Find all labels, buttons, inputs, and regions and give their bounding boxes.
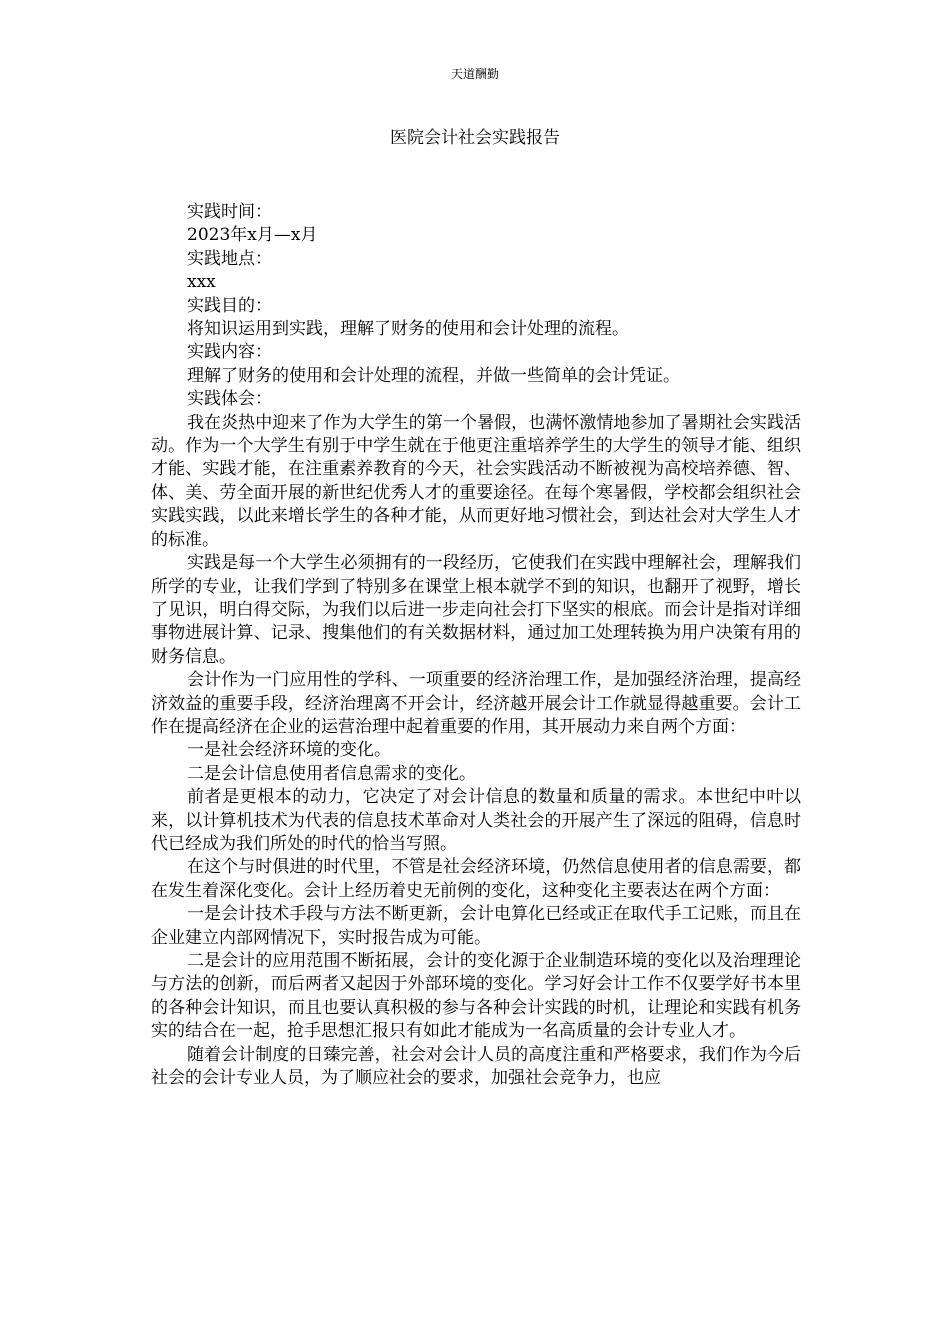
page-header: 天道酬勤 xyxy=(450,67,499,81)
body-paragraph: 实践是每一个大学生必须拥有的一段经历，它使我们在实践中理解社会，理解我们所学的专业，让我们学到了特别多在课堂上根本就学不到的知识，也翻开了视野，增长了见识，明白得交际，为我们以后进一步走向社会打下坚实的根底。而会计是指对详细事物进展计算、记录、搜集他们的有关数据材料，通过加工处理转换为用户决策有用的财务信息。 xyxy=(151,553,801,667)
document-body xyxy=(151,201,801,1090)
field-practice-time-value: 2023年x月—x月 xyxy=(187,225,318,246)
body-paragraph: 二是会计信息使用者信息需求的变化。 xyxy=(187,763,476,784)
body-paragraph: 一是社会经济环境的变化。 xyxy=(187,740,391,761)
body-paragraph: 前者是更根本的动力，它决定了对会计信息的数量和质量的需求。本世纪中叶以来，以计算机技术为代表的信息技术革命对人类社会的开展产生了深远的阻碍，信息时代已经成为我们所处的时代的恰当写照。 xyxy=(151,787,801,854)
body-paragraph: 二是会计的应用范围不断拓展，会计的变化源于企业制造环境的变化以及治理理论与方法的创新，而后两者又起因于外部环境的变化。学习好会计工作不仅要学好书本里的各种会计知识，而且也要认真积极的参与各种会计实践的时机，让理论和实践有机务实的结合在一起，抢手思想汇报只有如此才能成为一名高质量的会计专业人才。 xyxy=(151,951,801,1042)
document-title: 医院会计社会实践报告 xyxy=(390,128,560,148)
field-practice-purpose-label: 实践目的： xyxy=(187,295,272,316)
field-practice-time-label: 实践时间： xyxy=(187,202,272,222)
field-practice-content-label: 实践内容： xyxy=(187,342,272,363)
body-paragraph: 会计作为一门应用性的学科、一项重要的经济治理工作，是加强经济治理，提高经济效益的重要手段，经济治理离不开会计，经济越开展会计工作就显得越重要。会计工作在提高经济在企业的运营治理中起着重要的作用，其开展动力来自两个方面： xyxy=(151,670,801,737)
body-paragraph: 一是会计技术手段与方法不断更新，会计电算化已经或正在取代手工记账，而且在企业建立内部网情况下，实时报告成为可能。 xyxy=(151,904,801,948)
field-practice-location-label: 实践地点： xyxy=(187,248,272,269)
field-practice-experience-label: 实践体会： xyxy=(187,389,272,410)
field-practice-content-value: 理解了财务的使用和会计处理的流程，并做一些简单的会计凭证。 xyxy=(187,365,680,386)
field-practice-location-value: xxx xyxy=(187,272,216,293)
body-paragraph: 我在炎热中迎来了作为大学生的第一个暑假，也满怀激情地参加了暑期社会实践活动。作为一个大学生有别于中学生就在于他更注重培养学生的大学生的领导才能、组织才能、实践才能，在注重素养教育的今天，社会实践活动不断被视为高校培养德、智、体、美、劳全面开展的新世纪优秀人才的重要途径。在每个寒暑假，学校都会组织社会实践实践，以此来增长学生的各种才能，从而更好地习惯社会，到达社会对大学生人才的标准。 xyxy=(151,412,801,550)
field-practice-purpose-value: 将知识运用到实践，理解了财务的使用和会计处理的流程。 xyxy=(187,319,629,340)
body-paragraph: 随着会计制度的日臻完善，社会对会计人员的高度注重和严格要求，我们作为今后社会的会计专业人员，为了顺应社会的要求，加强社会竞争力，也应 xyxy=(151,1044,801,1089)
body-paragraph: 在这个与时俱进的时代里，不管是社会经济环境，仍然信息使用者的信息需要，都在发生着深化变化。会计上经历着史无前例的变化，这种变化主要表达在两个方面： xyxy=(151,857,801,901)
